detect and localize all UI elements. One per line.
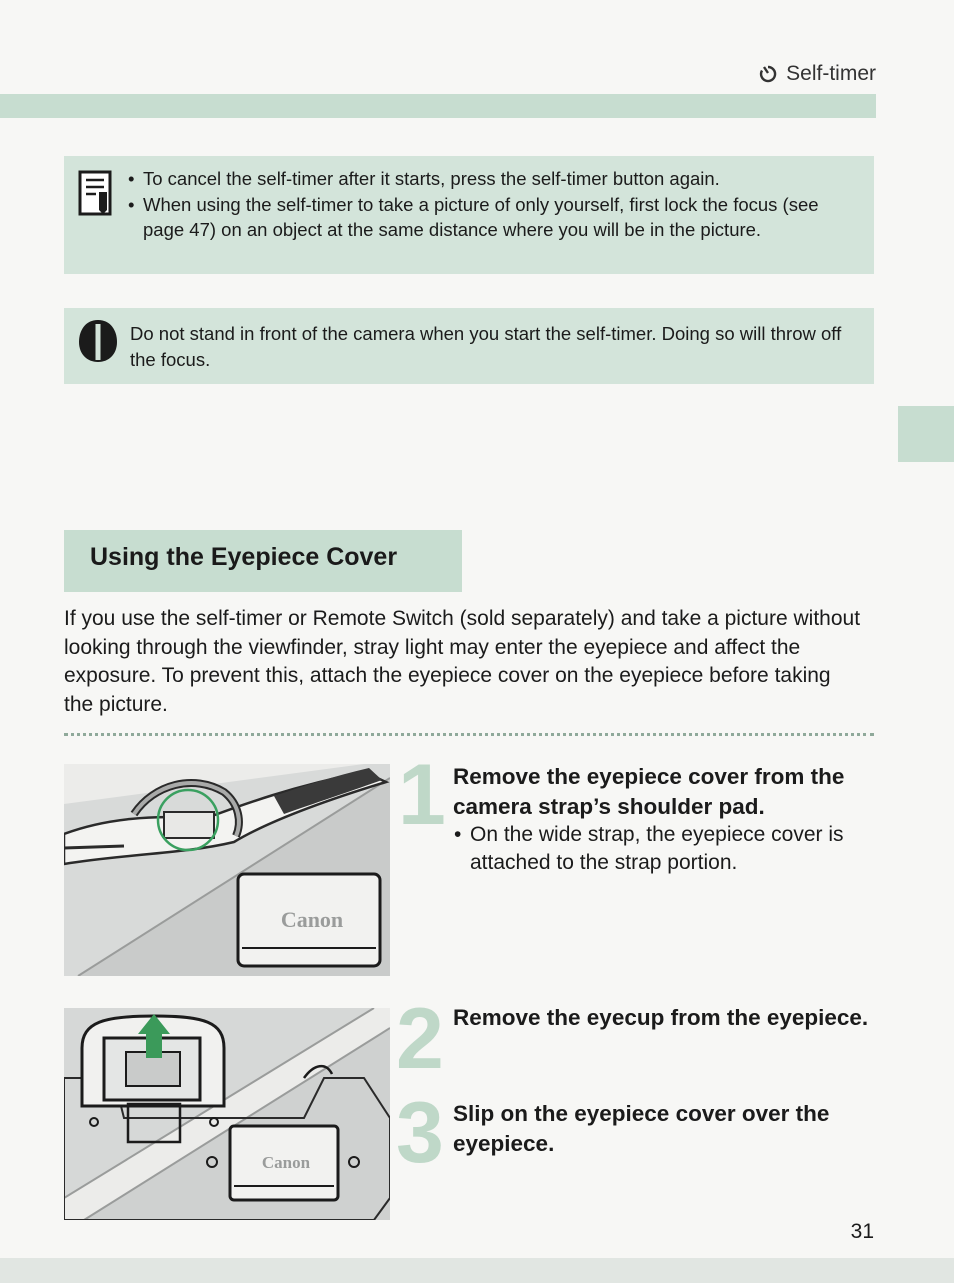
section-intro: If you use the self-timer or Remote Switch (sold separately) and take a picture without looking through the viewfinder, stray light may enter the eyepiece and affect the exposure. To prevent this, attach the eyepiece cover on the eyepiece before taking the picture. (64, 607, 861, 716)
step-1-title: Remove the eyepiece cover from the camera strap’s shoulder pad. (453, 764, 845, 819)
running-header-label: Self-timer (786, 62, 876, 85)
note-list (128, 166, 858, 243)
step-number-3: 3 (396, 1085, 444, 1181)
strap-cover-illustration (64, 764, 390, 976)
running-header (758, 62, 876, 86)
chapter-side-tab (898, 406, 954, 462)
memo-icon (78, 170, 114, 216)
caution-text: Do not stand in front of the camera when you start the self-timer. Doing so will throw off the focus. (130, 323, 842, 370)
step-number-1: 1 (398, 747, 446, 843)
caution-icon (77, 318, 119, 364)
cover-brand-label: Canon (280, 907, 344, 932)
bottom-strip (0, 1258, 954, 1283)
note-item: • To cancel the self-timer after it starts, press the self-timer button again. (128, 166, 858, 192)
step-1-bullet: • On the wide strap, the eyepiece cover is attached to the strap portion. (454, 821, 890, 877)
self-timer-icon (758, 64, 778, 84)
dotted-divider (64, 733, 874, 736)
eyepiece-illustration (64, 1008, 390, 1220)
step-2-title: Remove the eyecup from the eyepiece. (453, 1005, 869, 1030)
step-number-2: 2 (396, 991, 444, 1087)
camera-cover-brand-label: Canon (261, 1153, 311, 1172)
note-item: • When using the self-timer to take a picture of only yourself, first lock the focus (see page 47) on an object at the same distance where you will be in the picture. (128, 192, 858, 243)
step-3-title: Slip on the eyepiece cover over the eyepiece. (453, 1101, 830, 1156)
header-band (0, 94, 876, 118)
section-title: Using the Eyepiece Cover (90, 543, 398, 571)
page-number: 31 (850, 1220, 874, 1243)
